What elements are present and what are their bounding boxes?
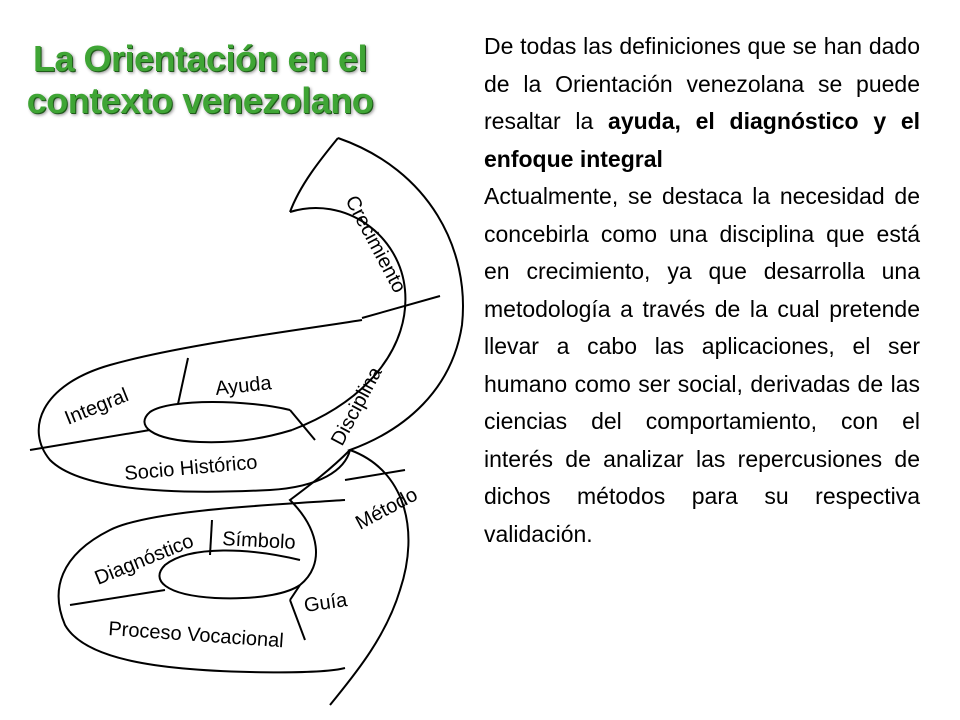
lower-loop-inner — [159, 550, 300, 598]
label-proceso-vocacional: Proceso Vocacional — [107, 618, 285, 653]
label-simbolo: Símbolo — [221, 528, 297, 554]
label-disciplina: Disciplina — [326, 363, 387, 450]
paragraph-1-intro: De todas las definiciones que se han dado de la Orientación venezolana se puede resaltar la — [484, 33, 920, 134]
title-line-1: La Orientación en el — [32, 38, 368, 79]
slide-title — [10, 38, 390, 122]
spiral-top-edge — [290, 138, 338, 212]
spiral-lower-band — [290, 450, 350, 585]
label-socio-historico: Socio Histórico — [123, 451, 259, 485]
body-text — [484, 28, 920, 553]
upper-loop-inner — [144, 402, 292, 442]
label-crecimiento: Crecimiento — [340, 192, 411, 297]
paragraph-2: Actualmente, se destaca la necesidad de concebirla como una disciplina que está en crecimiento, ya que desarrolla una metodología a través de la cual pretende llevar a cabo las aplicaciones, el ser humano como ser social, derivadas de las ciencias del comportamiento, con el interés de analizar las repercusiones de dichos métodos para su respectiva validación. — [484, 183, 920, 547]
divider-guia-lower — [290, 600, 305, 640]
divider-metodo — [345, 470, 405, 480]
paragraph-1-bold: ayuda, el diagnóstico y el enfoque integral — [484, 108, 921, 172]
label-diagnostico: Diagnóstico — [91, 530, 197, 590]
label-metodo: Método — [352, 483, 422, 535]
divider-crecimiento — [362, 296, 440, 318]
label-guia: Guía — [302, 589, 349, 617]
divider-diag-simbolo — [210, 520, 212, 555]
divider-integral-ayuda — [178, 358, 188, 404]
paragraph-1 — [484, 28, 920, 178]
divider-socio — [30, 430, 150, 450]
divider-proceso — [70, 590, 165, 605]
label-ayuda: Ayuda — [214, 372, 273, 400]
spiral-inner-arc-upper — [290, 208, 405, 430]
divider-ayuda-disciplina — [290, 410, 315, 440]
title-line-2: contexto venezolano — [26, 80, 374, 121]
label-integral: Integral — [61, 384, 132, 430]
